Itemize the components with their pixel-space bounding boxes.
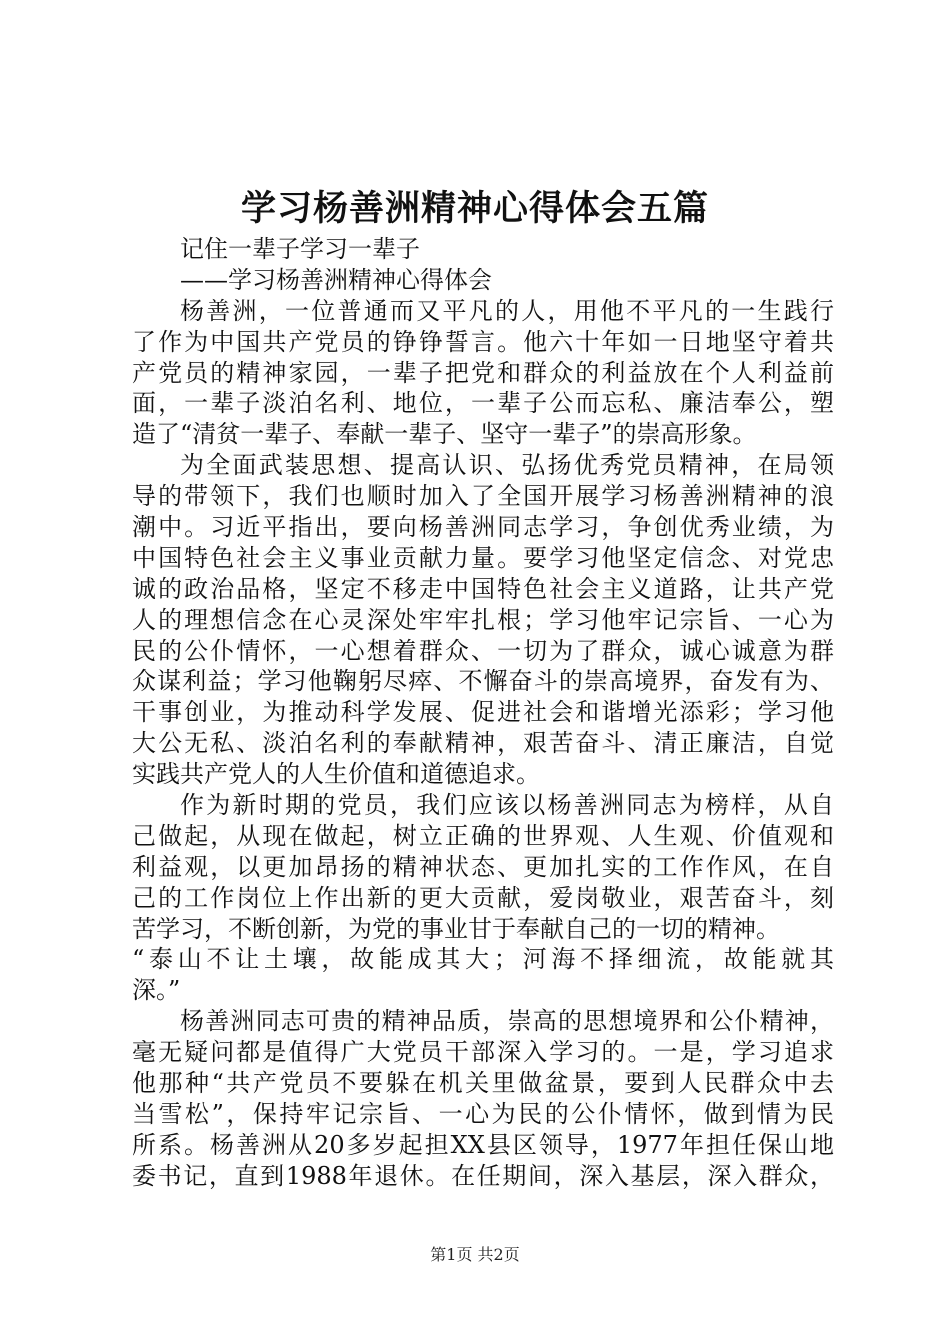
text-line: 中国特色社会主义事业贡献力量。要学习他坚定信念、对党忠 bbox=[132, 543, 834, 572]
text-line: 大公无私、淡泊名利的奉献精神，艰苦奋斗、清正廉洁，自觉 bbox=[132, 729, 834, 758]
text-line: 潮中。习近平指出，要向杨善洲同志学习，争创优秀业绩，为 bbox=[132, 513, 834, 542]
text-line: 造了“清贫一辈子、奉献一辈子、坚守一辈子”的崇高形象。 bbox=[132, 420, 757, 449]
text-line: 利益观，以更加昂扬的精神状态、更加扎实的工作作风，在自 bbox=[132, 852, 834, 881]
text-line: 干事创业，为推动科学发展、促进社会和谐增光添彩；学习他 bbox=[132, 698, 834, 727]
text-line: 己做起，从现在做起，树立正确的世界观、人生观、价值观和 bbox=[132, 821, 834, 850]
text-line: 作为新时期的党员，我们应该以杨善洲同志为榜样，从自 bbox=[180, 791, 834, 820]
text-line: 面，一辈子淡泊名利、地位，一辈子公而忘私、廉洁奉公，塑 bbox=[132, 389, 834, 418]
document-title: 学习杨善洲精神心得体会五篇 bbox=[240, 188, 709, 229]
text-line: 己的工作岗位上作出新的更大贡献，爱岗敬业，艰苦奋斗，刻 bbox=[132, 883, 834, 912]
document-body bbox=[132, 234, 834, 1192]
text-line: 所系。杨善洲从20多岁起担XX县区领导，1977年担任保山地 bbox=[132, 1130, 834, 1159]
text-line: 导的带领下，我们也顺时加入了全国开展学习杨善洲精神的浪 bbox=[132, 482, 834, 511]
text-line: 产党员的精神家园，一辈子把党和群众的利益放在个人利益前 bbox=[132, 358, 834, 387]
text-line: 了作为中国共产党员的铮铮誓言。他六十年如一日地坚守着共 bbox=[132, 327, 834, 356]
text-line: 人的理想信念在心灵深处牢牢扎根；学习他牢记宗旨、一心为 bbox=[132, 605, 834, 634]
text-line: 委书记，直到1988年退休。在任期间，深入基层，深入群众， bbox=[132, 1161, 834, 1190]
text-line: 他那种“共产党员不要躲在机关里做盆景，要到人民群众中去 bbox=[132, 1069, 834, 1098]
text-line: 当雪松”，保持牢记宗旨、一心为民的公仆情怀，做到情为民 bbox=[132, 1099, 834, 1128]
text-line: 实践共产党人的人生价值和道德追求。 bbox=[132, 760, 540, 789]
text-line: 杨善洲，一位普通而又平凡的人，用他不平凡的一生践行 bbox=[180, 296, 834, 325]
text-line: 众谋利益；学习他鞠躬尽瘁、不懈奋斗的崇高境界，奋发有为、 bbox=[132, 667, 834, 696]
text-line: 杨善洲同志可贵的精神品质，崇高的思想境界和公仆精神， bbox=[180, 1007, 834, 1036]
quote-line: 深。” bbox=[132, 976, 181, 1005]
quote-line: “泰山不让土壤，故能成其大；河海不择细流，故能就其 bbox=[132, 945, 834, 974]
page-number-footer: 第1页 共2页 bbox=[430, 1245, 520, 1264]
text-line: 诚的政治品格，坚定不移走中国特色社会主义道路，让共产党 bbox=[132, 574, 834, 603]
text-line: 民的公仆情怀，一心想着群众、一切为了群众，诚心诚意为群 bbox=[132, 636, 834, 665]
text-line: 毫无疑问都是值得广大党员干部深入学习的。一是，学习追求 bbox=[132, 1038, 834, 1067]
subtitle-line: ——学习杨善洲精神心得体会 bbox=[180, 265, 492, 294]
subtitle-line: 记住一辈子学习一辈子 bbox=[180, 235, 420, 263]
text-line: 苦学习，不断创新，为党的事业甘于奉献自己的一切的精神。 bbox=[132, 914, 780, 943]
text-line: 为全面武装思想、提高认识、弘扬优秀党员精神，在局领 bbox=[180, 451, 834, 480]
